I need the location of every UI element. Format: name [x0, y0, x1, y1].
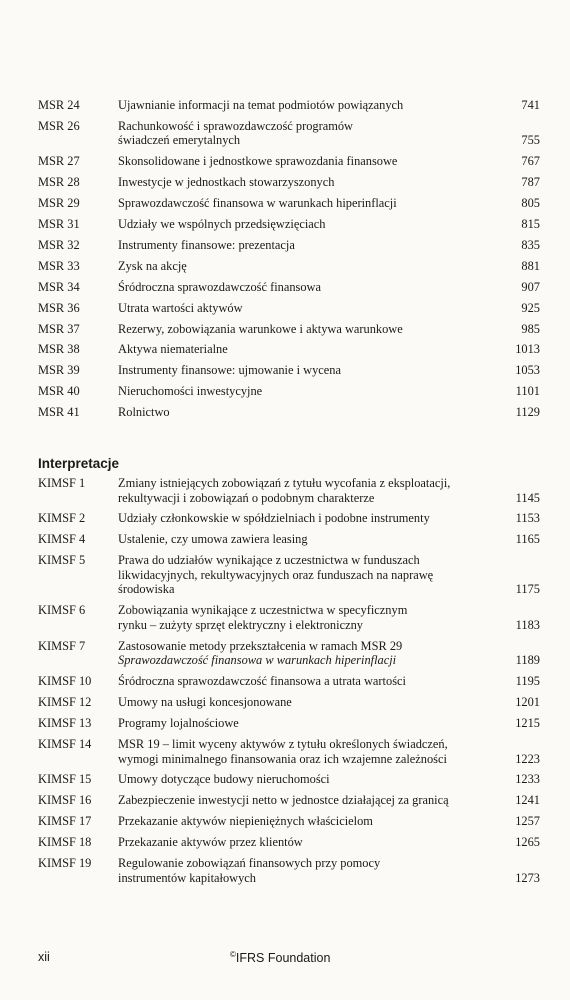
- toc-entry: [38, 772, 540, 787]
- toc-entry: [38, 793, 540, 808]
- entry-code: KIMSF 18: [38, 835, 92, 850]
- copyright-notice: [230, 950, 330, 965]
- toc-entry: [38, 259, 540, 274]
- entry-page-number: 1215: [515, 716, 540, 731]
- toc-entry: [38, 553, 540, 597]
- entry-title: [118, 196, 500, 211]
- entry-page-number: 755: [521, 133, 540, 148]
- entry-page-number: 1241: [515, 793, 540, 808]
- entry-code: KIMSF 16: [38, 793, 92, 808]
- entry-title: [118, 695, 500, 710]
- toc-entry: [38, 384, 540, 399]
- entry-title: [118, 532, 500, 547]
- entry-title: [118, 737, 500, 766]
- entry-title-line: likwidacyjnych, rekultywacyjnych oraz funduszach na naprawę: [118, 567, 434, 582]
- entry-title: [118, 639, 500, 668]
- entry-code: MSR 33: [38, 258, 80, 273]
- entry-title-line: środowiska: [118, 582, 175, 597]
- entry-title: [118, 154, 500, 169]
- entry-title-line: Ustalenie, czy umowa zawiera leasing: [118, 532, 308, 547]
- entry-title-line: Sprawozdawczość finansowa w warunkach hiperinflacji: [118, 196, 397, 211]
- entry-page-number: 835: [521, 237, 540, 252]
- toc-entry: [38, 405, 540, 420]
- toc-entry: [38, 511, 540, 526]
- entry-page-number: 1145: [515, 490, 540, 505]
- toc-entry: [38, 532, 540, 547]
- entry-title-line: Rezerwy, zobowiązania warunkowe i aktywa warunkowe: [118, 321, 403, 336]
- entry-title: [118, 835, 500, 850]
- entry-code: MSR 36: [38, 300, 80, 315]
- entry-code: MSR 38: [38, 342, 80, 357]
- toc-entry: [38, 603, 540, 632]
- entry-code: MSR 40: [38, 384, 80, 399]
- entry-page-number: 1129: [515, 405, 540, 420]
- standards-list: [38, 98, 540, 426]
- entry-title-italic-line: Sprawozdawczość finansowa w warunkach hiperinflacji: [118, 653, 397, 668]
- entry-page-number: 1201: [515, 695, 540, 710]
- entry-page-number: 1257: [515, 814, 540, 829]
- entry-title-line: Zmiany istniejących zobowiązań z tytułu wycofania z eksploatacji,: [118, 476, 451, 490]
- entry-code: MSR 24: [38, 98, 80, 112]
- entry-title-line: Śródroczna sprawozdawczość finansowa a utrata wartości: [118, 674, 406, 689]
- toc-entry: [38, 342, 540, 357]
- toc-entry: [38, 363, 540, 378]
- entry-title-line: Skonsolidowane i jednostkowe sprawozdania finansowe: [118, 154, 398, 169]
- toc-entry: [38, 639, 540, 668]
- toc-entry: [38, 716, 540, 731]
- entry-title-line: Rachunkowość i sprawozdawczość programów: [118, 118, 354, 133]
- entry-title: [118, 119, 500, 148]
- entry-page-number: 741: [521, 98, 540, 112]
- entry-title-line: Zysk na akcję: [118, 258, 187, 273]
- entry-title-line: Prawa do udziałów wynikające z uczestnictwa w funduszach: [118, 553, 420, 568]
- entry-page-number: 1175: [515, 582, 540, 597]
- entry-page-number: 881: [521, 258, 540, 273]
- entry-page-number: 985: [521, 321, 540, 336]
- entry-title-line: Programy lojalnościowe: [118, 716, 239, 731]
- entry-code: KIMSF 6: [38, 603, 86, 618]
- entry-title: [118, 175, 500, 190]
- entry-code: MSR 32: [38, 237, 80, 252]
- entry-title: [118, 342, 500, 357]
- entry-title-line: Instrumenty finansowe: prezentacja: [118, 237, 295, 252]
- toc-entry: [38, 238, 540, 253]
- entry-title: [118, 553, 500, 597]
- entry-code: KIMSF 19: [38, 856, 92, 871]
- entry-title-line: Umowy na usługi koncesjonowane: [118, 695, 292, 710]
- entry-page-number: 787: [521, 175, 540, 190]
- entry-title-line: Ujawnianie informacji na temat podmiotów powiązanych: [118, 98, 404, 112]
- entry-title: [118, 280, 500, 295]
- entry-code: KIMSF 4: [38, 532, 86, 547]
- entry-title: [118, 793, 500, 808]
- entry-page-number: 1013: [515, 342, 540, 357]
- entry-code: MSR 39: [38, 363, 80, 378]
- entry-code: KIMSF 12: [38, 695, 92, 710]
- entry-code: MSR 29: [38, 196, 80, 211]
- entry-title-line: Udziały członkowskie w spółdzielniach i podobne instrumenty: [118, 511, 430, 526]
- entry-title: [118, 98, 500, 113]
- entry-title: [118, 259, 500, 274]
- entry-page-number: 1265: [515, 835, 540, 850]
- toc-entry: [38, 175, 540, 190]
- page-footer: [38, 950, 540, 966]
- entry-code: KIMSF 5: [38, 553, 86, 568]
- entry-page-number: 1165: [515, 532, 540, 547]
- entry-title-line: Zabezpieczenie inwestycji netto w jednostce działającej za granicą: [118, 793, 449, 808]
- entry-title-line: Przekazanie aktywów przez klientów: [118, 835, 303, 850]
- entry-title-line: Rolnictwo: [118, 405, 170, 420]
- toc-entry: [38, 835, 540, 850]
- entry-code: MSR 31: [38, 217, 80, 232]
- entry-code: MSR 41: [38, 405, 80, 420]
- entry-title: [118, 814, 500, 829]
- toc-entry: [38, 856, 540, 885]
- entry-title: [118, 511, 500, 526]
- entry-code: KIMSF 10: [38, 674, 92, 689]
- toc-entry: [38, 695, 540, 710]
- toc-entry: [38, 280, 540, 295]
- entry-title-line: Zastosowanie metody przekształcenia w ramach MSR 29: [118, 638, 403, 653]
- interpretations-heading: Interpretacje: [38, 456, 120, 471]
- toc-entry: [38, 674, 540, 689]
- entry-title-line: Inwestycje w jednostkach stowarzyszonych: [118, 175, 335, 190]
- entry-title: [118, 301, 500, 316]
- entry-title-line: MSR 19 – limit wyceny aktywów z tytułu określonych świadczeń,: [118, 736, 448, 751]
- interpretations-list: [38, 476, 540, 892]
- entry-page-number: 815: [521, 217, 540, 232]
- entry-code: KIMSF 15: [38, 772, 92, 787]
- entry-title: [118, 476, 500, 505]
- page-folio: xii: [38, 950, 50, 964]
- toc-entry: [38, 196, 540, 211]
- entry-code: KIMSF 13: [38, 716, 92, 731]
- entry-code: MSR 28: [38, 175, 80, 190]
- entry-title-line: Zobowiązania wynikające z uczestnictwa w specyficznym: [118, 603, 408, 618]
- entry-code: KIMSF 14: [38, 736, 92, 751]
- entry-title: [118, 603, 500, 632]
- entry-page-number: 925: [521, 300, 540, 315]
- entry-title-line: Udziały we wspólnych przedsięwzięciach: [118, 217, 326, 232]
- copyright-symbol: ©: [230, 950, 236, 959]
- entry-title-line: Śródroczna sprawozdawczość finansowa: [118, 279, 321, 294]
- entry-page-number: 907: [521, 279, 540, 294]
- entry-title-line: Umowy dotyczące budowy nieruchomości: [118, 772, 330, 787]
- entry-page-number: 1101: [515, 384, 540, 399]
- entry-code: KIMSF 1: [38, 476, 86, 490]
- entry-code: KIMSF 17: [38, 814, 92, 829]
- entry-title-line: wymogi minimalnego finansowania oraz ich wzajemne zależności: [118, 751, 447, 766]
- entry-title-line: instrumentów kapitałowych: [118, 870, 256, 885]
- entry-title-line: rynku – zużyty sprzęt elektryczny i elektroniczny: [118, 617, 363, 632]
- entry-title: [118, 856, 500, 885]
- toc-entry: [38, 301, 540, 316]
- entry-page-number: 1183: [515, 617, 540, 632]
- entry-page-number: 767: [521, 154, 540, 169]
- entry-page-number: 1153: [515, 511, 540, 526]
- entry-title: [118, 322, 500, 337]
- toc-entry: [38, 737, 540, 766]
- entry-page-number: 1195: [515, 674, 540, 689]
- entry-code: KIMSF 2: [38, 511, 86, 526]
- entry-title: [118, 217, 500, 232]
- entry-title-line: Nieruchomości inwestycyjne: [118, 384, 263, 399]
- toc-entry: [38, 322, 540, 337]
- entry-title: [118, 363, 500, 378]
- toc-entry: [38, 814, 540, 829]
- entry-page-number: 1053: [515, 363, 540, 378]
- entry-title-line: Aktywa niematerialne: [118, 342, 228, 357]
- entry-title: [118, 674, 500, 689]
- entry-title-line: Utrata wartości aktywów: [118, 300, 243, 315]
- entry-title-line: Regulowanie zobowiązań finansowych przy pomocy: [118, 856, 381, 871]
- entry-code: KIMSF 7: [38, 638, 86, 653]
- entry-page-number: 805: [521, 196, 540, 211]
- entry-title: [118, 405, 500, 420]
- entry-page-number: 1189: [515, 653, 540, 668]
- entry-title-line: Instrumenty finansowe: ujmowanie i wycena: [118, 363, 341, 378]
- entry-code: MSR 26: [38, 118, 80, 133]
- toc-entry: [38, 98, 540, 113]
- toc-entry: [38, 217, 540, 232]
- entry-title-line: świadczeń emerytalnych: [118, 133, 241, 148]
- entry-code: MSR 27: [38, 154, 80, 169]
- entry-code: MSR 34: [38, 279, 80, 294]
- toc-entry: [38, 476, 540, 505]
- toc-entry: [38, 119, 540, 148]
- entry-page-number: 1273: [515, 870, 540, 885]
- entry-title: [118, 772, 500, 787]
- entry-page-number: 1223: [515, 751, 540, 766]
- copyright-text: IFRS Foundation: [235, 951, 331, 965]
- entry-title-line: Przekazanie aktywów niepieniężnych właścicielom: [118, 814, 373, 829]
- entry-title: [118, 238, 500, 253]
- toc-entry: [38, 154, 540, 169]
- entry-title: [118, 716, 500, 731]
- entry-title: [118, 384, 500, 399]
- entry-title-line: rekultywacji i zobowiązań o podobnym charakterze: [118, 490, 375, 505]
- entry-page-number: 1233: [515, 772, 540, 787]
- entry-code: MSR 37: [38, 321, 80, 336]
